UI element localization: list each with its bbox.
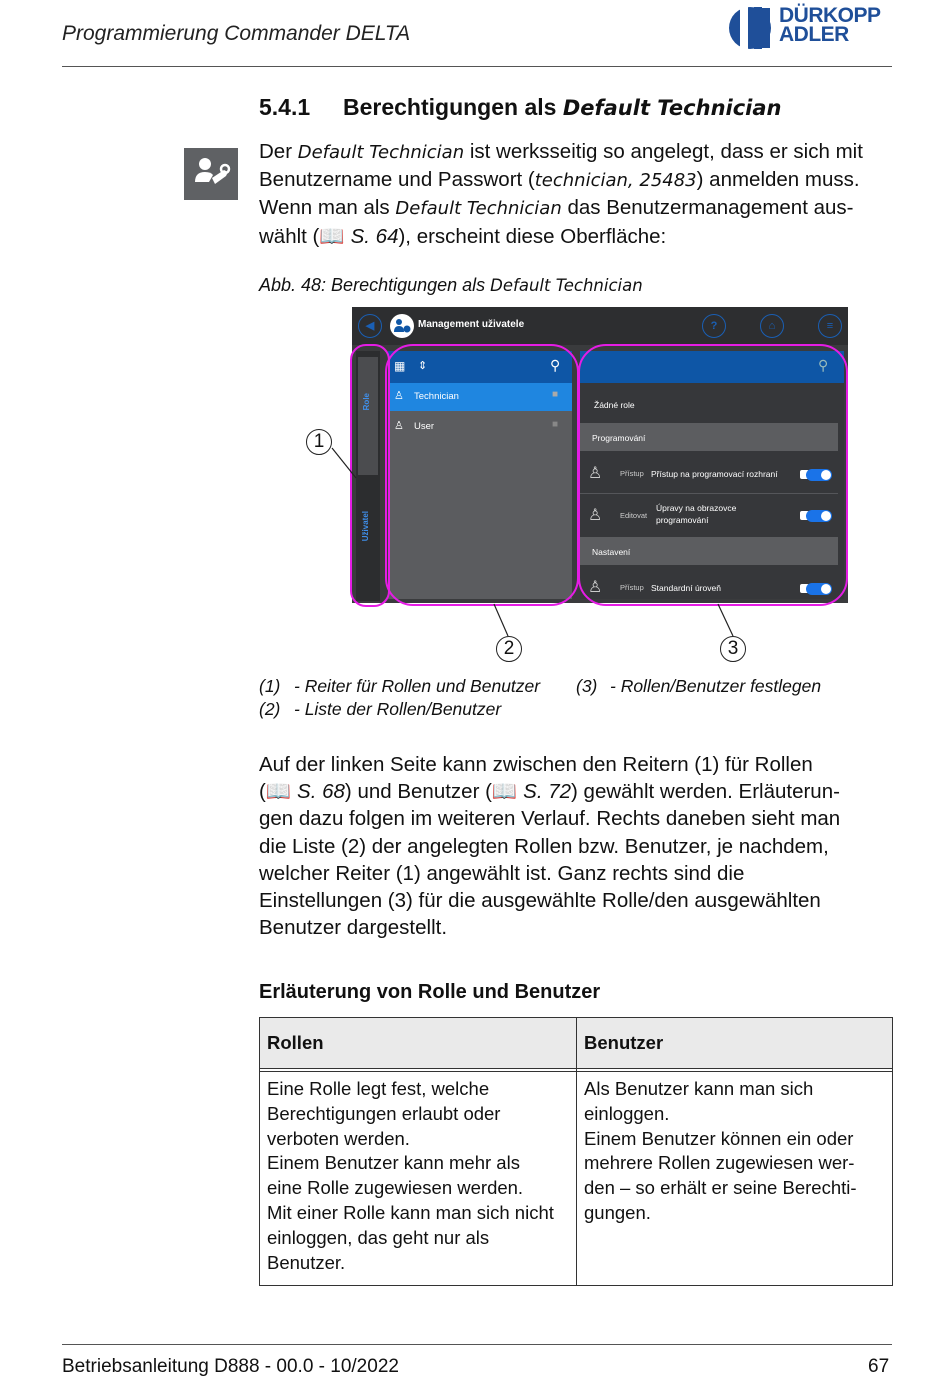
page-number: 67 <box>868 1356 890 1377</box>
body-line: welcher Reiter (1) angewählt ist. Ganz rechts sind die <box>259 861 745 885</box>
table-header-benutzer: Benutzer <box>577 1018 893 1069</box>
text: ) anmelden muss. <box>696 168 860 192</box>
section-title-italic: Default Technician <box>562 96 782 120</box>
footer-rule <box>62 1344 892 1345</box>
back-arrow-icon: ◀ <box>365 320 375 332</box>
user-wrench-icon: ♙ <box>588 579 603 596</box>
list-item-label: Technician <box>414 391 459 402</box>
cell-line: Einem Benutzer kann mehr als <box>267 1152 520 1174</box>
text: Benutzername und Passwort ( <box>259 168 535 192</box>
table-cell-benutzer <box>577 1072 893 1286</box>
caption-text: Abb. 48: Berechtigungen als <box>259 275 491 295</box>
callout-1: 1 <box>306 429 332 455</box>
text: wählt ( <box>259 224 320 248</box>
roles-users-table <box>259 1017 893 1286</box>
cell-line: Einem Benutzer können ein oder <box>584 1127 854 1149</box>
legend-item-1 <box>259 676 280 697</box>
table-row <box>260 1072 893 1286</box>
home-icon: ⌂ <box>768 320 776 332</box>
search-icon[interactable]: ⚲ <box>550 357 561 373</box>
legend-number: (3) <box>576 676 598 696</box>
cell-line: gungen. <box>584 1201 651 1223</box>
book-icon: 📖 <box>491 780 518 804</box>
lock-icon: ■ <box>552 389 559 400</box>
logo-line-1: DÜRKOPP <box>779 4 881 27</box>
table-header-rollen: Rollen <box>260 1018 577 1069</box>
cell-line: Mit einer Rolle kann man sich nicht <box>267 1201 554 1223</box>
setting-type: Přístup <box>620 583 644 592</box>
text: das Benutzermanagement aus- <box>561 196 854 220</box>
legend-text-3: - Rollen/Benutzer festlegen <box>610 676 822 696</box>
page-header-title: Programmierung Commander DELTA <box>62 22 411 45</box>
legend-number: (1) <box>259 676 281 696</box>
tab-role-label: Role <box>362 393 371 411</box>
body-line: Einstellungen (3) für die ausgewählte Rolle/den ausgewählten <box>259 889 821 913</box>
cell-line: den – so erhält er seine Berechti- <box>584 1177 857 1199</box>
callout-3: 3 <box>720 636 746 662</box>
help-button[interactable]: ? <box>702 314 726 338</box>
logo-line-2: ADLER <box>779 23 849 46</box>
menu-icon: ≡ <box>826 320 834 332</box>
footer-document-id: Betriebsanleitung D888 - 00.0 - 10/2022 <box>62 1356 399 1377</box>
no-roles-label: Žádné role <box>594 400 635 410</box>
text: ) und Benutzer ( <box>344 780 492 804</box>
book-icon: 📖 <box>265 780 292 804</box>
text-italic: Default Technician <box>297 142 465 163</box>
legend-item-3 <box>576 676 597 697</box>
section-number: 5.4.1 <box>259 94 311 120</box>
text: ist werksseitig so angelegt, dass er sich mit <box>464 140 863 163</box>
search-icon[interactable]: ⚲ <box>818 357 829 373</box>
body-line <box>259 778 899 805</box>
list-item-label: User <box>414 421 435 432</box>
cell-line: einloggen, das geht nur als <box>267 1226 490 1248</box>
table-cell-rollen <box>260 1072 577 1286</box>
body-paragraph <box>259 751 899 941</box>
cell-line: Eine Rolle legt fest, welche <box>267 1078 490 1099</box>
callout-2: 2 <box>496 636 522 662</box>
page-reference-link[interactable]: S. 68 <box>291 780 345 804</box>
page-reference-link[interactable]: S. 64 <box>344 224 399 248</box>
legend-number: (2) <box>259 699 281 719</box>
text: Der <box>259 140 298 163</box>
legend-text-1: - Reiter für Rollen und Benutzer <box>294 676 541 696</box>
book-icon: 📖 <box>319 224 345 248</box>
cell-line: Als Benutzer kann man sich <box>584 1078 814 1099</box>
add-user-icon[interactable]: ▦ <box>394 359 406 373</box>
group-label: Nastavení <box>592 547 631 557</box>
legend-item-2 <box>259 699 280 720</box>
setting-label: Standardní úroveň <box>651 583 721 593</box>
cell-line: einloggen. <box>584 1102 670 1124</box>
user-icon: ♙ <box>394 420 404 432</box>
screen-title: Management uživatele <box>418 319 525 330</box>
tab-user-label[interactable]: Uživatel <box>361 511 370 542</box>
user-wrench-icon: ♙ <box>588 465 603 482</box>
caption-italic: Default Technician <box>490 276 643 295</box>
sort-icon[interactable]: ⇕ <box>418 360 428 372</box>
cell-line: Benutzer. <box>267 1251 346 1273</box>
cell-line: mehrere Rollen zugewiesen wer- <box>584 1152 855 1174</box>
subheading: Erläuterung von Rolle und Benutzer <box>259 981 601 1003</box>
setting-label: Přístup na programovací rozhraní <box>651 469 778 479</box>
body-line: gen dazu folgen im weiteren Verlauf. Rechts daneben sieht man <box>259 807 841 831</box>
cell-line: Berechtigungen erlaubt oder <box>267 1102 501 1124</box>
body-line: Benutzer dargestellt. <box>259 916 448 940</box>
text: Wenn man als <box>259 196 396 220</box>
table-header-row <box>260 1018 893 1069</box>
setting-type: Editovat <box>620 511 648 520</box>
setting-label: Úpravy na obrazovce <box>656 503 737 513</box>
legend-text-2: - Liste der Rollen/Benutzer <box>294 699 502 719</box>
group-label: Programování <box>592 433 646 443</box>
cell-line: eine Rolle zugewiesen werden. <box>267 1177 524 1199</box>
body-line: Auf der linken Seite kann zwischen den Reitern (1) für Rollen <box>259 753 813 776</box>
section-title-prefix: Berechtigungen als <box>343 94 557 120</box>
setting-label: programování <box>656 515 709 525</box>
cell-line: verboten werden. <box>267 1127 410 1149</box>
text-italic: Default Technician <box>395 198 562 220</box>
text: ( <box>259 780 266 804</box>
page-reference-link[interactable]: S. 72 <box>517 780 572 804</box>
setting-type: Přístup <box>620 469 644 478</box>
text: ) gewählt werden. Erläuterun- <box>571 780 840 804</box>
lock-icon: ■ <box>552 419 559 430</box>
text-italic: technician, 25483 <box>534 170 697 192</box>
technician-icon: ♙ <box>394 390 404 402</box>
user-wrench-icon: ♙ <box>588 507 603 524</box>
text: ), erscheint diese Oberfläche: <box>398 224 667 248</box>
body-line: die Liste (2) der angelegten Rollen bzw. Benutzer, je nachdem, <box>259 834 829 858</box>
